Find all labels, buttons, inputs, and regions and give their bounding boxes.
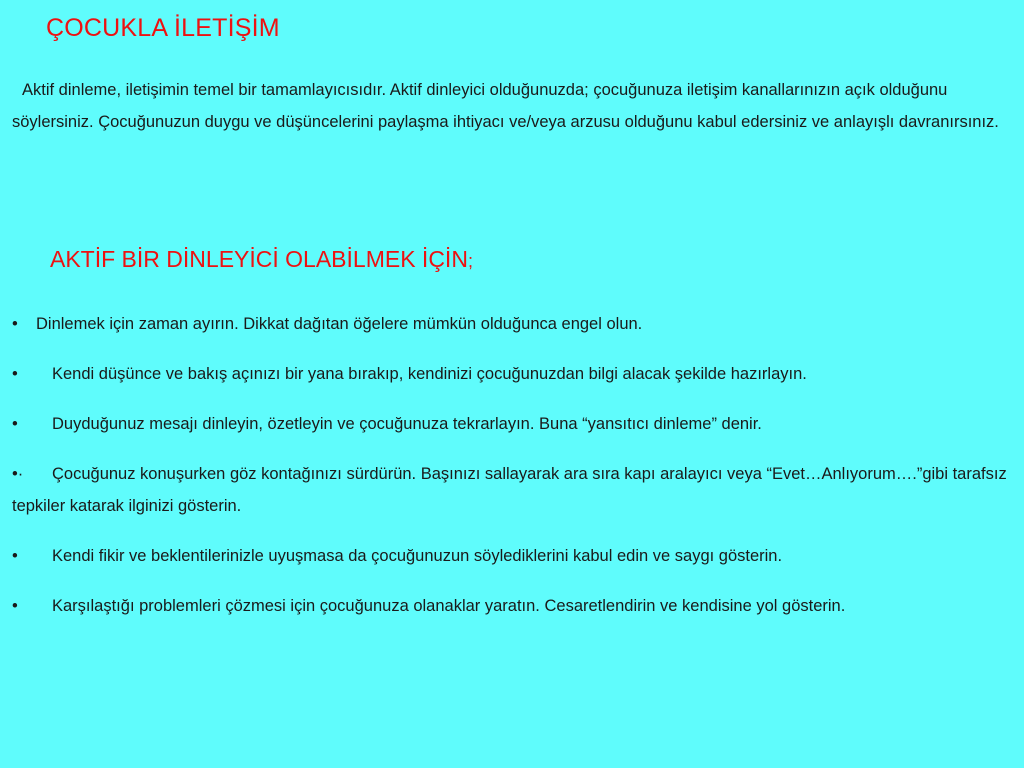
section-heading-text: AKTİF BİR DİNLEYİCİ OLABİLMEK İÇİN [50, 246, 468, 272]
list-item [12, 458, 1012, 522]
bullet-marker: •· [12, 465, 24, 483]
list-item [12, 540, 1012, 572]
bullet-text: Çocuğunuz konuşurken göz kontağınızı sürdürün. Başınızı sallayarak ara sıra kapı aralayıcı veya “Evet…Anlıyorum….”gibi tarafsız tepkiler katarak ilginizi gösterin. [12, 465, 1007, 515]
list-item [12, 408, 1012, 440]
bullet-marker: • [12, 315, 18, 333]
bullet-marker: • [12, 415, 18, 433]
intro-paragraph [12, 74, 1012, 138]
slide-title: ÇOCUKLA İLETİŞİM [46, 14, 280, 42]
bullet-text: Kendi fikir ve beklentilerinizle uyuşmasa da çocuğunuzun söylediklerini kabul edin ve saygı gösterin. [52, 547, 783, 565]
section-heading-suffix: ; [467, 251, 473, 271]
bullet-list [12, 308, 1012, 640]
bullet-text: Karşılaştığı problemleri çözmesi için çocuğunuza olanaklar yaratın. Cesaretlendirin ve kendisine yol gösterin. [52, 597, 846, 615]
bullet-text: Dinlemek için zaman ayırın. Dikkat dağıtan öğelere mümkün olduğunca engel olun. [36, 315, 643, 333]
bullet-marker: • [12, 547, 18, 565]
list-item [12, 590, 1012, 622]
list-item [12, 308, 1012, 340]
section-heading [50, 246, 473, 273]
bullet-text: Kendi düşünce ve bakış açınızı bir yana bırakıp, kendinizi çocuğunuzdan bilgi alacak şekilde hazırlayın. [52, 365, 807, 383]
list-item [12, 358, 1012, 390]
bullet-marker: • [12, 365, 18, 383]
bullet-marker: • [12, 597, 18, 615]
intro-text: Aktif dinleme, iletişimin temel bir tamamlayıcısıdır. Aktif dinleyici olduğunuzda; çocuğunuza iletişim kanallarınızın açık olduğunu söylersiniz. Çocuğunuzun duygu ve düşüncelerini paylaşma ihtiyacı ve/veya arzusu olduğunu kabul edersiniz ve anlayışlı davranırsınız. [12, 81, 999, 131]
bullet-text: Duyduğunuz mesajı dinleyin, özetleyin ve çocuğunuza tekrarlayın. Buna “yansıtıcı dinleme” denir. [52, 415, 762, 433]
